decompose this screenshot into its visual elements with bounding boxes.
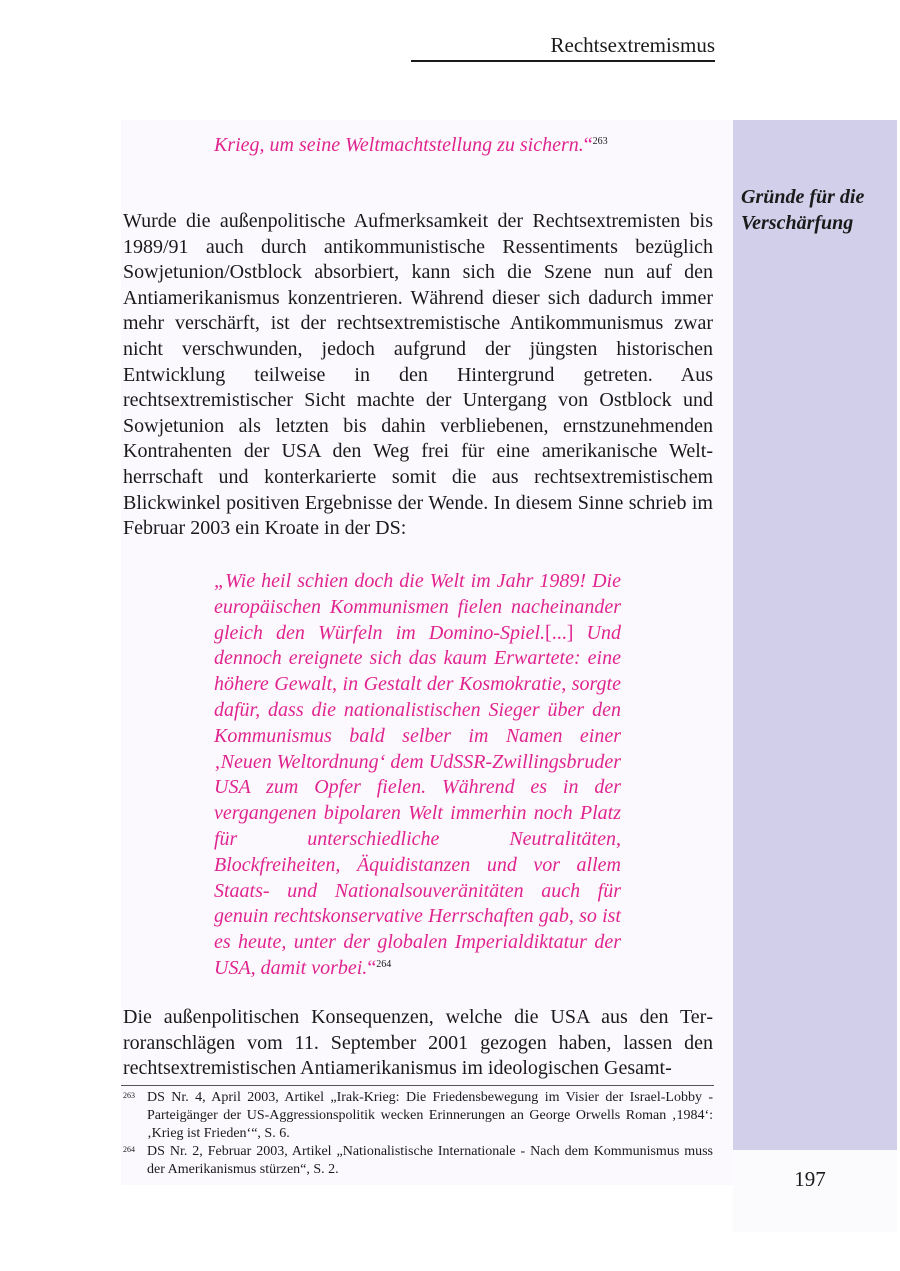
footnote-ref-264: 264 [376, 958, 392, 970]
block-quote-2 [214, 569, 621, 982]
quote-2-part-2: Und dennoch ereignete sich das kaum Erwartete: eine höhere Gewalt, in Gestalt der Kosmokratie, sorgte dafür, dass die nationalistischen Sieger über den Kommunismus bald selber im Namen einer ‚Neuen Weltordnung‘ dem UdSSR-Zwillingsbruder USA zum Opfer fielen. Während es in der vergangenen bipolaren Welt immerhin noch Platz für unterschiedliche Neutralitäten, Blockfreiheiten, Äquidistanzen und vor allem Staats- und Nationalsouveränitäten auch für genuin rechtskonservative Herrschaften gab, so ist es heute, unter der globalen Imperialdiktatur der USA, damit vorbei. [214, 621, 621, 979]
header-title: Rechtsextremismus [550, 33, 715, 57]
running-header [411, 32, 715, 62]
quote-2-close: “ [367, 956, 377, 979]
footnote-text: DS Nr. 2, Februar 2003, Artikel „Nationalistische Internationale - Nach dem Kommunismus muss der Amerikanismus stürzen“, S. 2. [147, 1144, 713, 1177]
margin-panel [733, 120, 897, 1150]
quote-2-part-1: „Wie heil schien doch die Welt im Jahr 1989! Die europäischen Kommunismen fielen nacheinander gleich den Würfeln im Domino-Spiel. [214, 570, 621, 644]
footnote-number: 263 [123, 1091, 135, 1100]
block-quote-1 [214, 133, 621, 159]
margin-note-line-2: Verschärfung [741, 212, 854, 234]
footnote-text: DS Nr. 4, April 2003, Artikel „Irak-Krieg: Die Friedensbewegung im Visier der Israel-Lobby - Parteigänger der US-Aggressionspolitik wecken Erinnerungen an George Orwells Roman ‚1984‘: ‚Krieg ist Frieden‘“, S. 6. [147, 1090, 713, 1141]
quote-2-ellipsis: [...] [545, 621, 574, 644]
margin-note-line-1: Gründe für die [741, 186, 865, 208]
footnote-divider [121, 1085, 714, 1086]
body-paragraph-1: Wurde die außenpolitische Aufmerksamkeit der Rechtsextremisten bis 1989/91 auch durch antikommunistische Ressentiments bezüglich Sowjetunion/Ostblock absorbiert, kann sich die Szene nun auf den Antiamerikanismus konzentrieren. Während dieser sich dadurch immer mehr verschärft, ist der rechtsextremistische Antikommunismus zwar nicht verschwunden, jedoch aufgrund der jüngsten historischen Entwicklung teilweise in den Hintergrund getreten. Aus rechtsextremistischer Sicht machte der Untergang von Ostblock und Sowjetunion als letzten bis dahin verbliebenen, ernstzunehmenden Kontrahenten der USA den Weg frei für eine amerikanische Weltherrschaft und konterkarierte somit die aus rechtsextremistischem Blickwinkel positiven Ergebnisse der Wende. In diesem Sinne schrieb im Februar 2003 ein Kroate in der DS: [123, 210, 713, 540]
body-paragraph-2: Die außenpolitischen Konsequenzen, welche die USA aus den Terroranschlägen vom 11. September 2001 gezogen haben, lassen den rechtsextremistischen Antiamerikanismus im ideologischen Gesamt- [123, 1006, 713, 1080]
quote-1-text: Krieg, um seine Weltmachtstellung zu sichern. [214, 134, 584, 156]
footnote-263 [123, 1089, 713, 1143]
quote-1-close: “ [583, 134, 593, 156]
margin-note [741, 184, 891, 236]
footnote-ref-263: 263 [592, 136, 608, 147]
footnote-number: 264 [123, 1145, 135, 1154]
page-number: 197 [794, 1167, 826, 1191]
footnote-264 [123, 1143, 713, 1179]
